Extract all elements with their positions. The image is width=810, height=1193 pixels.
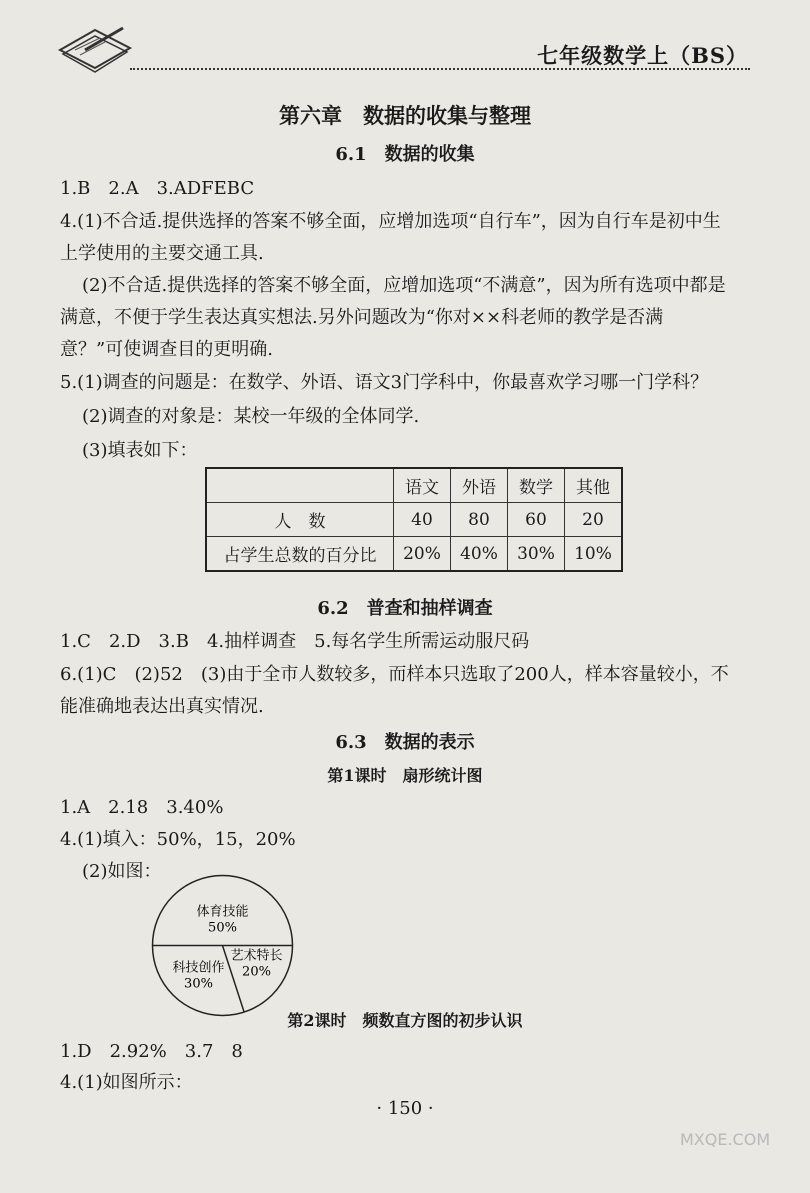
table-cell: 60 [508,503,565,537]
table-cell [206,468,394,503]
answer-line: (2)如图： [82,861,162,882]
table-cell: 40 [394,503,451,537]
table-cell: 数学 [508,468,565,503]
table-cell: 外语 [451,468,508,503]
notebook-pen-icon [55,20,135,75]
section-title-6-2: 6.2 普查和抽样调查 [317,598,493,619]
table-cell: 20 [565,503,623,537]
answer-line: 1.A 2.18 3.40% [60,797,224,818]
chapter-title: 第六章 数据的收集与整理 [279,103,531,128]
answer-line: (2)调查的对象是：某校一年级的全体同学. [82,406,420,427]
header-title: 七年级数学上（BS） [537,43,748,68]
table-cell: 其他 [565,468,623,503]
pie-slice-value: 20% [242,964,271,980]
watermark-text: MXQE.COM [680,1130,771,1149]
answer-line: 4.(1)不合适.提供选择的答案不够全面，应增加选项“自行车”，因为自行车是初中生 [60,211,721,232]
table-cell: 语文 [394,468,451,503]
page-header [0,0,810,80]
pie-slice-label: 科技创作 [172,960,225,976]
pie-chart [150,873,295,1018]
table-cell: 40% [451,537,508,572]
answer-line: 1.D 2.92% 3.7 8 [60,1041,243,1062]
table-cell: 80 [451,503,508,537]
answer-line: 5.(1)调查的问题是：在数学、外语、语文3门学科中，你最喜欢学习哪一门学科？ [60,372,709,393]
table-cell: 10% [565,537,623,572]
answer-line: 满意，不便于学生表达真实想法.另外问题改为“你对××科老师的教学是否满 [60,307,664,328]
survey-table [205,467,623,572]
table-cell: 20% [394,537,451,572]
pie-slice-label: 艺术特长 [230,948,283,964]
answer-line: 6.(1)C (2)52 (3)由于全市人数较多，而样本只选取了200人，样本容量较小，不 [60,664,729,685]
table-cell: 占学生总数的百分比 [206,537,394,572]
page-number: · 150 · [376,1098,434,1119]
pie-slice-value: 30% [184,976,213,992]
lesson-title-2: 第2课时 频数直方图的初步认识 [287,1011,523,1030]
answer-line: 上学使用的主要交通工具. [60,243,264,264]
answer-line: 4.(1)如图所示： [60,1072,193,1093]
answer-line: (2)不合适.提供选择的答案不够全面，应增加选项“不满意”，因为所有选项中都是 [82,275,726,296]
lesson-title-1: 第1课时 扇形统计图 [327,766,483,785]
table-row [206,537,622,572]
table-cell: 30% [508,537,565,572]
answer-line: 能准确地表达出真实情况. [60,696,264,717]
section-title-6-3: 6.3 数据的表示 [335,732,475,753]
table-row [206,503,622,537]
answer-line: 4.(1)填入：50%，15，20% [60,829,296,850]
pie-slice-label: 体育技能 [196,904,249,920]
table-header-row [206,468,622,503]
answer-line: 1.B 2.A 3.ADFEBC [60,178,255,199]
answer-line: 意？”可使调查目的更明确. [60,339,273,360]
answer-line: (3)填表如下： [82,440,198,461]
section-title-6-1: 6.1 数据的收集 [335,144,475,165]
answer-line: 1.C 2.D 3.B 4.抽样调查 5.每名学生所需运动服尺码 [60,631,530,652]
table-cell: 人 数 [206,503,394,537]
pie-slice-value: 50% [208,920,237,936]
